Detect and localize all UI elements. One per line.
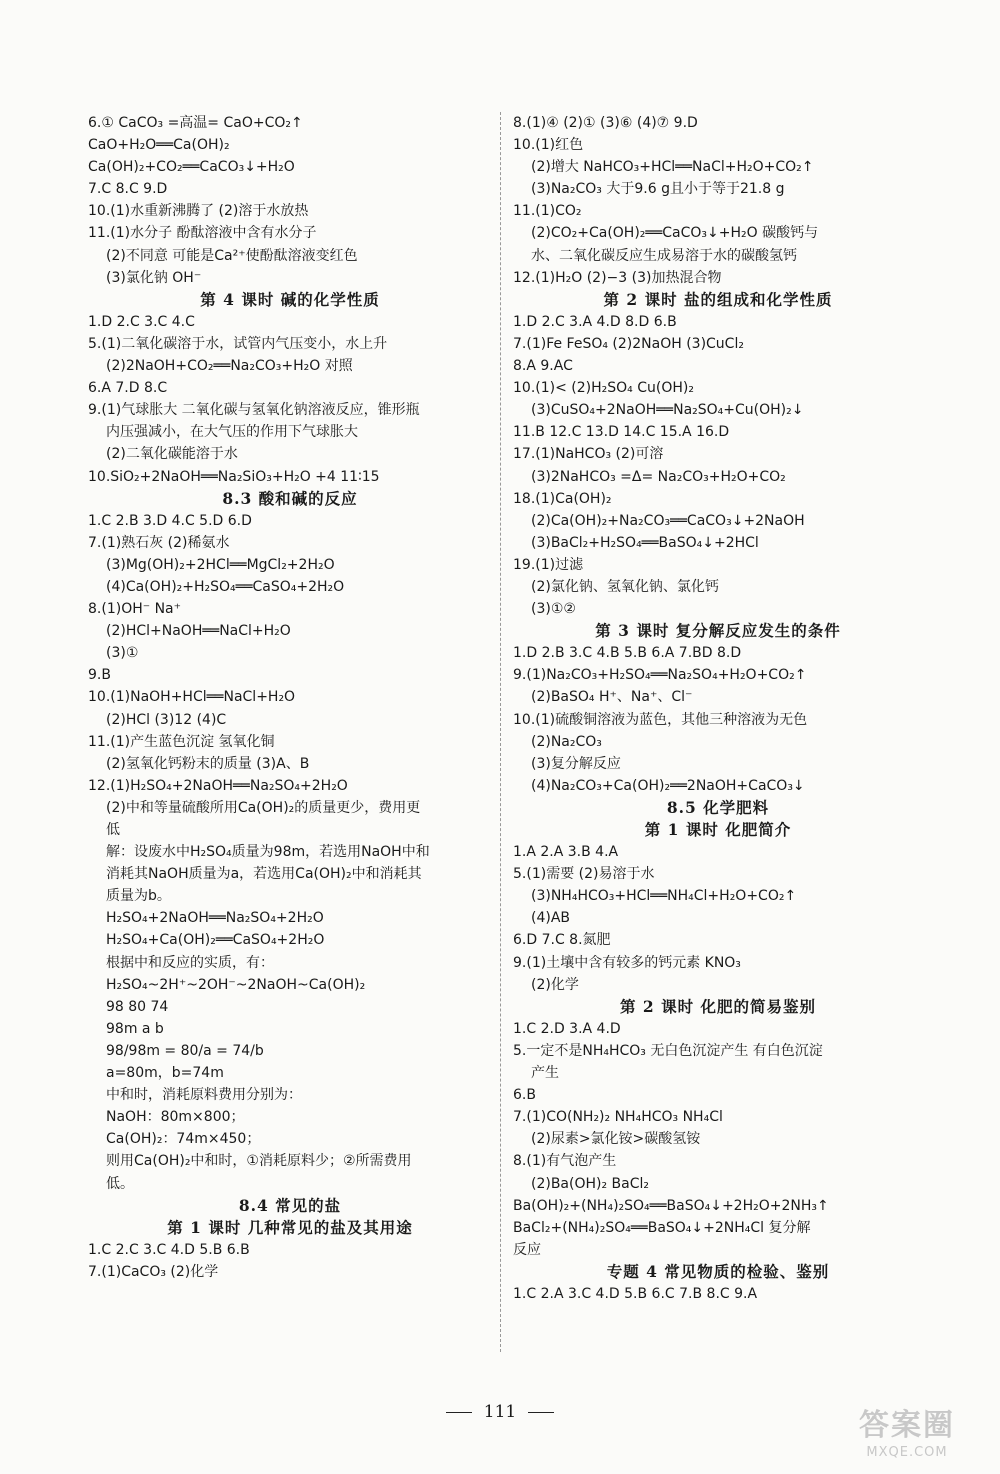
answer-line: (4)AB — [531, 910, 571, 927]
answer-line: (3)CuSO₄+2NaOH══Na₂SO₄+Cu(OH)₂↓ — [531, 402, 804, 419]
answer-line: 1.C 2.D 3.A 4.D — [513, 1020, 621, 1037]
answer-line: 8.(1)有气泡产生 — [513, 1153, 617, 1170]
answer-line: 低 — [106, 822, 120, 838]
answer-line: (2)2NaOH+CO₂══Na₂CO₃+H₂O 对照 — [106, 358, 353, 375]
answer-line: 11.(1)水分子 酚酞溶液中含有水分子 — [88, 225, 317, 242]
answer-line: NaOH：80m×800； — [106, 1109, 245, 1126]
answer-line: 98 80 74 — [106, 998, 169, 1015]
answer-line: 19.(1)过滤 — [513, 556, 584, 573]
section-heading: 第 2 课时 化肥的简易鉴别 — [620, 996, 816, 1016]
section-heading: 第 4 课时 碱的化学性质 — [200, 289, 380, 309]
answer-line: (3)氯化钠 OH⁻ — [106, 269, 202, 286]
answer-line: 质量为b。 — [106, 888, 171, 905]
section-heading: 专题 4 常见物质的检验、鉴别 — [606, 1261, 830, 1281]
answer-line: 17.(1)NaHCO₃ (2)可溶 — [513, 446, 664, 463]
answer-line: 6.A 7.D 8.C — [88, 380, 168, 397]
answer-line: (2)Na₂CO₃ — [531, 733, 602, 750]
answer-line: Ca(OH)₂+CO₂══CaCO₃↓+H₂O — [88, 159, 295, 176]
answer-line: 7.(1)CaCO₃ (2)化学 — [88, 1263, 219, 1280]
answer-line: (2)Ca(OH)₂+Na₂CO₃══CaCO₃↓+2NaOH — [531, 512, 805, 529]
answer-line: 12.(1)H₂SO₄+2NaOH══Na₂SO₄+2H₂O — [88, 777, 348, 794]
answer-line: 9.(1)土壤中含有较多的钙元素 KNO₃ — [513, 954, 741, 971]
answer-line: (2)中和等量硫酸所用Ca(OH)₂的质量更少，费用更 — [106, 799, 421, 816]
answer-line: 8.A 9.AC — [513, 358, 573, 375]
answer-line: 1.D 2.B 3.C 4.B 5.B 6.A 7.BD 8.D — [513, 645, 742, 662]
answer-line: 则用Ca(OH)₂中和时，①消耗原料少；②所需费用 — [106, 1153, 412, 1170]
answer-line: (2)CO₂+Ca(OH)₂══CaCO₃↓+H₂O 碳酸钙与 — [531, 225, 819, 242]
answer-line: 水、二氧化碳反应生成易溶于水的碳酸氢钙 — [531, 247, 797, 264]
answer-line: Ca(OH)₂：74m×450； — [106, 1131, 261, 1148]
answer-line: (2)尿素>氯化铵>碳酸氢铵 — [531, 1131, 701, 1148]
watermark-logo — [832, 1408, 982, 1466]
answer-line: 9.B — [88, 667, 111, 684]
answer-line: 5.(1)需要 (2)易溶于水 — [513, 866, 655, 883]
answer-line: BaCl₂+(NH₄)₂SO₄══BaSO₄↓+2NH₄Cl 复分解 — [513, 1219, 811, 1236]
section-heading: 8.5 化学肥料 — [666, 797, 770, 817]
answer-line: 1.C 2.C 3.C 4.D 5.B 6.B — [88, 1241, 250, 1258]
section-heading: 第 1 课时 化肥简介 — [644, 820, 792, 839]
answer-line: H₂SO₄+Ca(OH)₂══CaSO₄+2H₂O — [106, 932, 325, 949]
answer-line: 10.(1)< (2)H₂SO₄ Cu(OH)₂ — [513, 380, 694, 397]
answer-line: 1.D 2.C 3.A 4.D 8.D 6.B — [513, 313, 677, 330]
answer-line: 10.(1)水重新沸腾了 (2)溶于水放热 — [88, 203, 309, 220]
answer-line: 8.(1)OH⁻ Na⁺ — [88, 601, 182, 618]
answer-line: 8.(1)④ (2)① (3)⑥ (4)⑦ 9.D — [513, 115, 698, 131]
answer-line: 1.C 2.A 3.C 4.D 5.B 6.C 7.B 8.C 9.A — [513, 1285, 758, 1302]
answer-line: (2)二氧化碳能溶于水 — [106, 446, 238, 463]
answer-line: 7.C 8.C 9.D — [88, 181, 168, 198]
answer-line: (2)BaSO₄ H⁺、Na⁺、Cl⁻ — [531, 689, 693, 706]
right-column — [513, 112, 923, 1305]
answer-line: 产生 — [531, 1065, 559, 1082]
answer-line: 12.(1)H₂O (2)−3 (3)加热混合物 — [513, 269, 722, 286]
answer-line: 1.C 2.B 3.D 4.C 5.D 6.D — [88, 512, 252, 529]
answer-line: 10.(1)红色 — [513, 137, 584, 154]
watermark-title: 答案圈 — [859, 1408, 955, 1443]
left-column — [88, 112, 492, 1283]
answer-line: 10.SiO₂+2NaOH══Na₂SiO₃+H₂O +4 11∶15 — [88, 468, 380, 485]
answer-line: 11.(1)产生蓝色沉淀 氢氧化铜 — [88, 733, 275, 750]
answer-line: 6.D 7.C 8.氮肥 — [513, 932, 611, 949]
answer-line: (3)Na₂CO₃ 大于9.6 g且小于等于21.8 g — [531, 181, 785, 198]
answer-line: 低。 — [106, 1175, 134, 1192]
answer-line: (3)①② — [531, 601, 576, 618]
answer-line: 18.(1)Ca(OH)₂ — [513, 490, 612, 507]
answer-line: Ba(OH)₂+(NH₄)₂SO₄══BaSO₄↓+2H₂O+2NH₃↑ — [513, 1197, 829, 1214]
answer-line: (2)氯化钠、氢氧化钠、氯化钙 — [531, 578, 719, 595]
answer-line: 11.B 12.C 13.D 14.C 15.A 16.D — [513, 424, 730, 441]
answer-line: (2)HCl+NaOH══NaCl+H₂O — [106, 623, 291, 640]
answer-line: 1.D 2.C 3.C 4.C — [88, 313, 195, 330]
answer-line: (3)复分解反应 — [531, 755, 621, 772]
answer-line: a=80m，b=74m — [106, 1065, 224, 1082]
answer-line: (3)BaCl₂+H₂SO₄══BaSO₄↓+2HCl — [531, 534, 759, 551]
answer-line: (3)① — [106, 645, 139, 662]
section-heading: 8.4 常见的盐 — [238, 1195, 342, 1215]
section-heading: 第 2 课时 盐的组成和化学性质 — [603, 289, 833, 309]
page-number: 111 — [483, 1402, 517, 1422]
column-divider — [500, 112, 501, 1352]
answer-line: (2)化学 — [531, 976, 579, 993]
answer-line: (2)不同意 可能是Ca²⁺使酚酞溶液变红色 — [106, 247, 358, 264]
watermark-url: MXQE.COM — [866, 1445, 948, 1460]
answer-line: (3)NH₄HCO₃+HCl══NH₄Cl+H₂O+CO₂↑ — [531, 888, 797, 905]
section-heading: 8.3 酸和碱的反应 — [222, 488, 358, 508]
answer-line: 10.(1)硫酸铜溶液为蓝色，其他三种溶液为无色 — [513, 711, 808, 728]
answer-line: 7.(1)熟石灰 (2)稀氨水 — [88, 534, 230, 551]
answer-line: 中和时，消耗原料费用分别为： — [106, 1087, 302, 1104]
answer-line: 6.B — [513, 1087, 536, 1104]
answer-line: 11.(1)CO₂ — [513, 203, 582, 220]
answer-line: 7.(1)CO(NH₂)₂ NH₄HCO₃ NH₄Cl — [513, 1109, 723, 1126]
answer-line: 9.(1)Na₂CO₃+H₂SO₄══Na₂SO₄+H₂O+CO₂↑ — [513, 667, 807, 684]
answer-line: 1.A 2.A 3.B 4.A — [513, 844, 619, 861]
answer-line: (2)氢氧化钙粉末的质量 (3)A、B — [106, 755, 310, 772]
answer-line: 根据中和反应的实质，有： — [106, 954, 274, 971]
answer-line: 消耗其NaOH质量为a，若选用Ca(OH)₂中和消耗其 — [106, 866, 422, 883]
answer-line: H₂SO₄+2NaOH══Na₂SO₄+2H₂O — [106, 910, 324, 927]
answer-line: 5.(1)二氧化碳溶于水，试管内气压变小，水上升 — [88, 335, 388, 352]
answer-line: (3)Mg(OH)₂+2HCl══MgCl₂+2H₂O — [106, 556, 335, 573]
answer-line: 9.(1)气球胀大 二氧化碳与氢氧化钠溶液反应，锥形瓶 — [88, 402, 420, 419]
answer-line: 98m a b — [106, 1020, 164, 1037]
answer-line: CaO+H₂O══Ca(OH)₂ — [88, 137, 230, 154]
answer-line: 内压强减小，在大气压的作用下气球胀大 — [106, 424, 358, 441]
answer-line: H₂SO₄~2H⁺~2OH⁻~2NaOH~Ca(OH)₂ — [106, 976, 366, 993]
answer-line: (3)2NaHCO₃ =Δ= Na₂CO₃+H₂O+CO₂ — [531, 468, 786, 485]
footer-dash-left — [446, 1412, 472, 1413]
answer-line: 6.① CaCO₃ =高温= CaO+CO₂↑ — [88, 115, 303, 131]
answer-line: (2)Ba(OH)₂ BaCl₂ — [531, 1175, 650, 1192]
answer-line: 解：设废水中H₂SO₄质量为98m，若选用NaOH中和 — [106, 844, 430, 861]
answer-line: (4)Ca(OH)₂+H₂SO₄══CaSO₄+2H₂O — [106, 578, 345, 595]
answer-line: (4)Na₂CO₃+Ca(OH)₂══2NaOH+CaCO₃↓ — [531, 777, 805, 794]
answer-line: 5.一定不是NH₄HCO₃ 无白色沉淀产生 有白色沉淀 — [513, 1042, 823, 1059]
section-heading: 第 3 课时 复分解反应发生的条件 — [595, 621, 841, 641]
section-heading: 第 1 课时 几种常见的盐及其用途 — [167, 1217, 413, 1237]
answer-line: (2)HCl (3)12 (4)C — [106, 711, 227, 728]
answer-line: 7.(1)Fe FeSO₄ (2)2NaOH (3)CuCl₂ — [513, 335, 744, 352]
answer-line: 反应 — [513, 1241, 541, 1258]
answer-line: 10.(1)NaOH+HCl══NaCl+H₂O — [88, 689, 296, 706]
footer-dash-right — [528, 1412, 554, 1413]
answer-line: 98/98m = 80/a = 74/b — [106, 1042, 264, 1059]
answer-line: (2)增大 NaHCO₃+HCl══NaCl+H₂O+CO₂↑ — [531, 159, 814, 176]
